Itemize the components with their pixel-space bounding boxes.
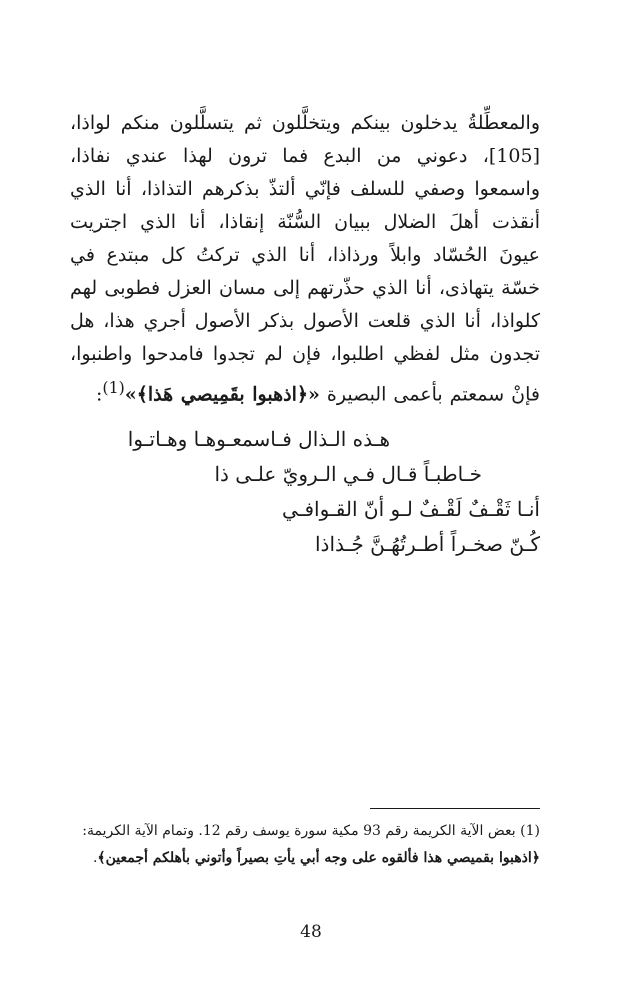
footnote-quran: ﴿اذهبوا بقميصي هذا فألقوه على وجه أبي يأتِ بصيراً وأتوني بأهلكم أجمعين﴾ — [97, 850, 540, 866]
verse-line: أنـا ثَقْـفٌ لَقْـفٌ لـو أنّ القـوافـي — [281, 497, 540, 521]
footnote-body — [70, 818, 540, 872]
footnote — [70, 818, 540, 872]
verse-line: كُـنّ صخـراً أطـرتُهُـنَّ جُـذاذا — [315, 532, 540, 556]
footnote-reference: (1) — [102, 378, 125, 397]
paragraph-closing: : — [95, 383, 103, 406]
verse-line: هـذه الـذال فـاسمعـوهـا وهـاتـوا — [127, 427, 390, 451]
main-paragraph — [70, 107, 540, 411]
footnote-separator — [370, 808, 540, 809]
page-number: 48 — [300, 922, 322, 942]
footnote-text: بعض الآية الكريمة رقم 93 مكية سورة يوسف رقم 12. وتمام الآية الكريمة: — [82, 823, 516, 839]
poem-verses — [110, 422, 540, 562]
footnote-marker: (1) — [520, 823, 540, 839]
quran-quote: «﴿اذهبوا بقَمِيصي هَذا﴾» — [124, 383, 320, 406]
paragraph-text: والمعطِّلةُ يدخلون بينكم ويتخلَّلون ثم يتسلَّلون منكم لواذا، [105]، دعوني من البدع فما ترون لهذا عندي نفاذا، واسمعوا وصفي للسلف فإنّي ألتذّ بذكرهم التذاذا، أنا الذي أنقذت أهلَ الضلال ببيان السُّنّة إنقاذا، أنا الذي اجتريت عيونَ الحُسّاد وابلاً ورذاذا، أنا الذي تركتُ كل مبتدع في خسّة يتهاذى، أنا الذي حذّرتهم إلى مسان العزل فطوبى لهم كلواذا، أنا الذي قلعت الأصول بذكر الأصول أجري هذا، هل تجدون مثل لفظي اطلبوا، فإن لم تجدوا فامدحوا واطنبوا، فإنْ سمعتم بأعمى البصيرة — [70, 112, 540, 406]
footnote-end: . — [92, 850, 98, 866]
main-text — [70, 107, 540, 411]
verse-line: خـاطبـاً قـال فـي الـرويّ علـى ذا — [214, 462, 482, 486]
